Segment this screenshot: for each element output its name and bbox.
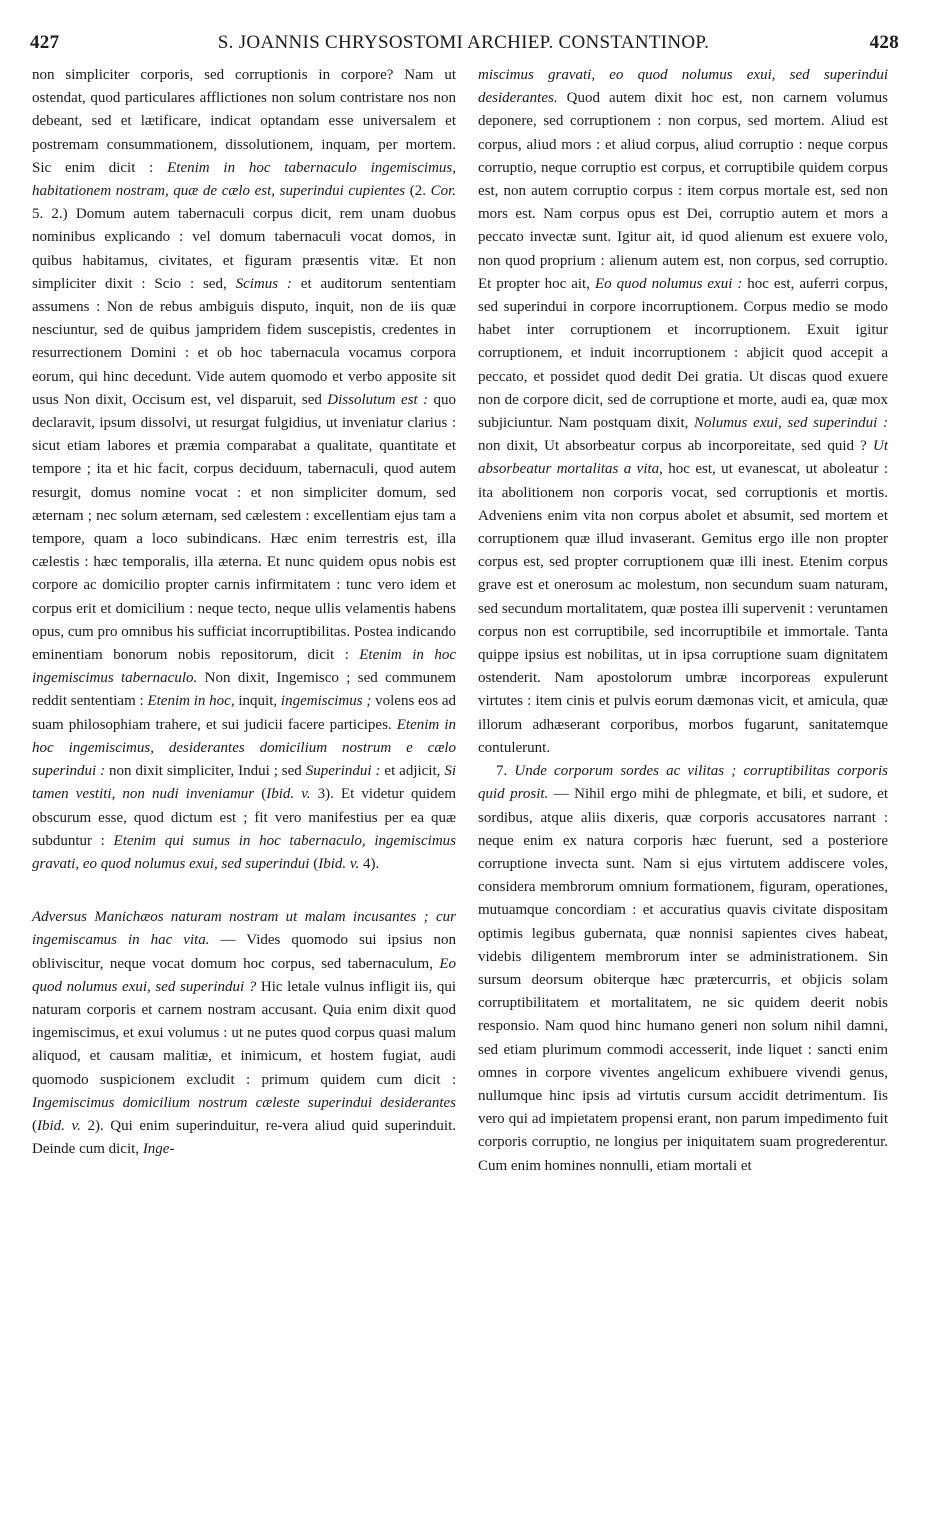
text-run: 5. 2.) Domum autem tabernaculi corpus dicit, rem unam duobus nominibus explicando : vel domum tabernaculi vocat domos, in quibus habitamus, civitates, et figuram præsentis vitæ. Et non simpliciter dixit : Scio : sed, [32,206,456,292]
italic-run: Etenim in hoc tabernaculo ingemiscimus, habitationem nostram, quæ de cælo est, superindui cupientes [32,159,456,200]
text-run: et auditorum sententiam assumens : Non de rebus ambiguis disputo, inquit, non de iis quæ nesciuntur, sed de quibus jampridem fidem suscepistis, credentes in resurrectionem Domini : et ob hoc tabernacula vocamus corpora eorum, qui hinc decedunt. Vide autem quomodo et verbo apposite sit usus Non dixit, Occisum est, vel disparuit, sed [32,275,456,408]
text-run: hoc est, auferri corpus, sed superindui in corpore incorruptionem. Corpus medio se modo habet inter corruptionem et incorruptionem. Exuit igitur corruptionem, et induit incorruptionem : abjicit quod accepit a peccato, et possidet quod dedit Dei gratia. Ut discas quod exuere non de corpore dicit, sed de corruptione et morte, audi ea, quæ mox subjiciuntur. Nam postquam dixit, [478,275,889,432]
right-column [478,64,888,1178]
italic-run: Ibid. v. [266,786,311,803]
text-run: — Vides quomodo sui ipsius non obliviscitur, neque vocat domum hoc corpus, sed tabernaculum, [32,932,457,972]
text-run: et adjicit, [380,763,445,780]
italic-run: Eo quod nolumus exui : [594,275,743,292]
text-run: ( [32,1117,37,1134]
text-run: 4). [359,855,380,872]
italic-run: Nolumus exui, sed superindui : [694,415,888,432]
text-run: volens eos ad suam philosophiam trahere, et sui judicii facere participes. [32,693,456,733]
text-run: non simpliciter corporis, sed corruptionis in corpore? Nam ut ostendat, quod particulares afflictiones non solum contristare nos non debeant, sed et lætificare, indicat optandam esse universalem et postremam consummationem, dissolutionem, inquam, per mortem. Sic enim dicit : [32,67,456,176]
italic-run: Si tamen vestiti, non nudi inveniamur [32,763,456,803]
page-number-left: 427 [30,32,60,53]
italic-run: Scimus : [235,275,292,292]
italic-run: Etenim in hoc ingemiscimus tabernaculo. [32,647,456,687]
text-run: Non dixit, Ingemisco ; sed communem reddit sententiam : [32,670,456,710]
italic-run: Ingemiscimus domicilium nostrum cæleste superindui desiderantes [32,1094,456,1111]
italic-run: Ut absorbeatur mortalitas a vita, [478,438,888,478]
text-run: quo declaravit, ipsum dissolvi, ut resurgat fulgidius, ut inveniatur clarius : sicut etiam labores et præmia comparabat a qualitate, quantitate et tempore ; ita et hic facit, corpus deciduum, tabernaculi, quod autem resurgit, domus nomine vocat : et non simpliciter domum, sed æternam ; nec solum æternam, sed cælestem : excellentiam ejus tam a tempore, quam a loco subindicans. Hæc enim terrestris est, illa cælestis : hæc temporalis, illa æterna. Et nunc quidem opus nobis est corpore ac domicilio propter carnis infirmitatem : tunc vero idem et corpus erit et domicilium : neque tecto, neque ullis velamentis habens opus, cum pro omnibus his sufficiat incorruptibilitas. Postea indicando eminentiam bonorum nobis repositorum, dicit : [32,391,457,664]
paragraph-manichaeos [32,906,456,1161]
italic-run: Adversus Manichæos naturam nostram ut malam incusantes ; cur ingemiscamus in hac vita. [32,909,456,949]
left-column [32,64,456,1161]
italic-run: Cor. [430,183,456,200]
italic-run: Etenim in hoc, [147,693,235,710]
italic-run: Eo quod nolumus exui, sed superindui ? [32,955,456,995]
text-run: (2. [405,183,431,200]
italic-run: Ibid. v. [37,1117,81,1134]
text-run: Quod autem dixit hoc est, non carnem volumus deponere, sed corruptionem : non corpus, sed mortem. Aliud est corpus, aliud mors : et aliud corpus, aliud corruptio : neque corpus corruptio, neque corruptio est corpus, et corruptibile quidem corpus est, non autem corruptio corpus : item corpus mortale est, sed non mors est. Nam corpus opus est Dei, corruptio autem et mors a peccato invectæ sunt. Igitur ait, id quod alienum est exuere volo, non quod proprium : alienum autem est, non corpus, sed corruptio. Et propter hoc ait, [478,90,888,292]
text-run: 7. [496,763,515,780]
italic-run: Unde corporum sordes ac vilitas ; corruptibilitas corporis quid prosit. [478,763,889,803]
italic-run: ingemiscimus ; [280,693,372,710]
italic-run: Etenim in hoc ingemiscimus, desiderantes domicilium nostrum e cælo superindui : [32,716,457,780]
paragraph [478,64,888,760]
text-run: 2). Qui enim superinduitur, re-vera aliud quid superinduit. Deinde cum dicit, [32,1117,456,1158]
italic-run: miscimus gravati, eo quod nolumus exui, sed superindui desiderantes. [478,67,888,107]
italic-run: Ibid. v. [318,855,360,872]
paragraph-section-7 [478,760,888,1178]
italic-run: Superindui : [305,763,381,780]
running-title: S. JOANNIS CHRYSOSTOMI ARCHIEP. CONSTANTINOP. [217,32,710,53]
text-run: ( [254,786,267,803]
text-run: Hic letale vulnus infligit iis, qui naturam corporis et carnem nostram accusant. Quia enim dixit quod ingemiscimus, et exui volumus : ut ne putes quod corpus quasi malum aliquod, et causam malitiæ, et inimicum, et hostem fugiat, audi quomodo suspicionem excludit : primum quidem cum dicit : [32,978,456,1088]
text-run: 3). Et videtur quidem obscurum esse, quod dictum est ; fit vero manifestius per ea quæ subduntur : [32,786,457,849]
text-run: non dixit, Ut absorbeatur corpus ab incorporeitate, sed quid ? [478,438,873,455]
paragraph [32,64,456,876]
text-run: non dixit simpliciter, Indui ; sed [105,763,306,780]
text-run: inquit, [234,693,281,710]
text-run: hoc est, ut evanescat, ut aboleatur : ita abolitionem non corporis vocat, sed corruptionis et mortis. Adveniens enim vita non corpus abolet et absumit, sed mortem et corruptionem quæ illud invaserant. Gemitus ergo ille non propter corpus est, sed propter corruptionem quæ illi inest. Etenim corpus grave est et onerosum ac molestum, non secundum suam naturam, sed secundum mortalitatem, quæ postea illi supervenit : veruntamen corpus non est corruptibile, sed incorruptibile et immortale. Tanta quippe ipsius est nobilitas, ut in ipsa corruptione suam dignitatem ostenderit. Nam apostolorum umbræ incorporeas expulerunt virtutes : item cinis et pulvis eorum dæmonas vicit, et amicula, quæ illorum adhæserant corporibus, morbos fugarunt, sanitatemque contulerunt. [478,461,888,756]
page-number-right: 428 [869,32,899,53]
paragraph-gap [32,876,456,906]
text-run: — Nihil ergo mihi de phlegmate, et bili, et sudore, et sordibus, atque aliis dixeris, quæ corporis accusatores narrant : neque enim ex natura corporis hæc fuerunt, sed a posteriore corruptione invecta sunt. Nam si ejus virtutem addiscere voles, considera membrorum omnium formationem, figuram, operationes, mutuamque concordiam : et accuratius quavis civitate dispositam optimis legibus gubernata, quæ nonnisi sapientes cives habeat, videbis diligentem membrorum inter se administrationem. Sin sursum deorsum obiterque hæc prætercurris, et objicis solam corruptibilitatem et mortalitatem, ne sic quidem deerit nobis responsio. Nam quod hinc humano generi non solum nihil damni, sed etiam plurimum commodi accesserit, inde liquet : sancti enim omnes in corpore viventes angelicum exhibuere vivendi genus, nullumque hinc ipsis ad virtutis cursum accidit detrimentum. Iis vero qui ad impietatem propensi erant, non parum impedimento fuit corporis corruptio, ne longius per iniquitatem suam progrederentur. Cum enim homines nonnulli, etiam mortali et [478,786,888,1174]
italic-run: Etenim qui sumus in hoc tabernaculo, ingemiscimus gravati, eo quod nolumus exui, sed superindui [32,832,456,872]
italic-run: Inge- [142,1141,175,1158]
italic-run: Dissolutum est : [327,391,429,408]
text-run: ( [309,855,319,872]
running-header [22,28,905,58]
